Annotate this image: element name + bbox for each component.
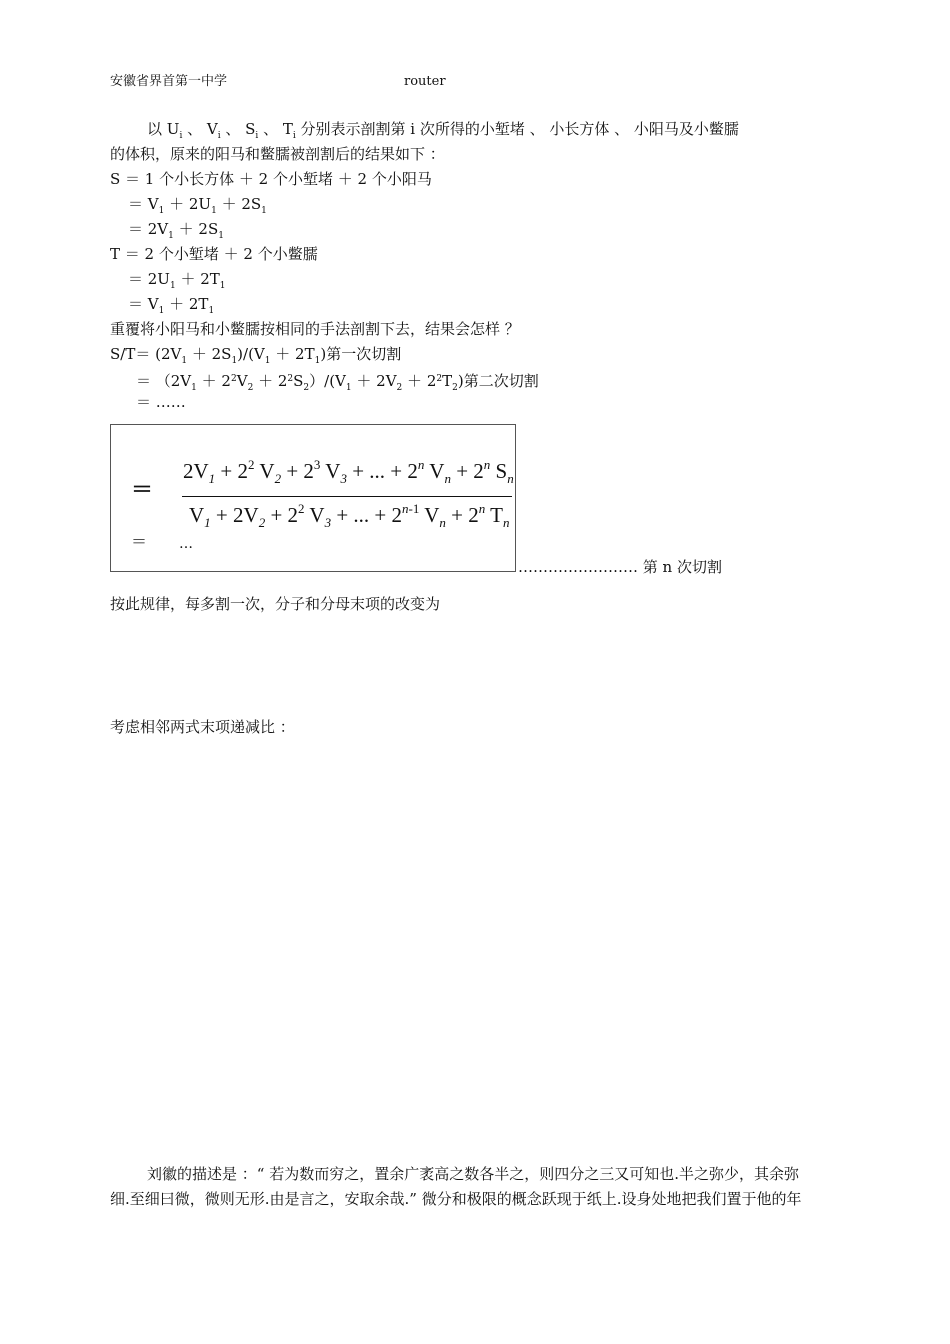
liuhui-line-2: 细.至细曰微，微则无形.由是言之，安取余哉.” 微分和极限的概念跃现于纸上.设身处地把我们置于他的年 bbox=[110, 1190, 802, 1208]
rule-text: 按此规律，每多割一次，分子和分母末项的改变为 bbox=[110, 595, 441, 613]
ratio-dots: ＝ …… bbox=[136, 393, 186, 411]
t-equation-3: ＝ $V_1 + 2T_1$ bbox=[128, 295, 215, 316]
second-cut-label: 第二次切割 bbox=[463, 372, 539, 390]
box-eq-sign-2: ＝ bbox=[131, 532, 148, 551]
ratio-first-cut: $S/T= (2V_1 + 2S_1)/(V_1 + 2T_1)$第一次切割 bbox=[110, 345, 402, 366]
t-equation-2: ＝ $2U_1 + 2T_1$ bbox=[128, 270, 226, 291]
nth-dots: …………………… bbox=[518, 558, 638, 576]
s-equation-3: ＝ $2V_1 + 2S_1$ bbox=[128, 220, 224, 241]
header-tag: router bbox=[404, 74, 446, 89]
fraction-bar bbox=[182, 496, 512, 497]
intro-prefix: 以 bbox=[147, 120, 163, 138]
intro-line-1: 以 $U_i$ 、 $V_i$ 、 $S_i$ 、 $T_i$ 分别表示剖割第 i 次所得的小堑堵 、 小长方体 、 小阳马及小鳖臑 bbox=[147, 120, 739, 141]
ratio-second-cut: ＝ $(2V_1 + 2^2V_2 + 2^2S_2)/(V_1 + 2V_2 + 2^2T_2)$第二次切割 bbox=[136, 372, 539, 393]
first-cut-label: 第一次切割 bbox=[326, 345, 402, 363]
header-school: 安徽省界首第一中学 bbox=[110, 74, 228, 89]
fraction-denominator: $V_1 + 2V_2 + 2^2$ $V_3$ + ... + $2^{n-1}$ $V_n + 2^n$ $T_n$ bbox=[189, 501, 510, 530]
box-eq-sign-1: ＝ bbox=[131, 478, 154, 503]
nth-label: 第 n 次切割 bbox=[642, 558, 722, 576]
intro-line-2: 的体积，原来的阳马和鳖臑被剖割后的结果如下 ： bbox=[110, 145, 445, 163]
liuhui-line-1: 刘徽的描述是 ：“ 若为数而穷之，置余广袤高之数各半之，则四分之三又可知也.半之弥少，其余弥 bbox=[147, 1165, 799, 1183]
fraction-numerator: $2V_1 + 2^2$ $V_2 + 2^3$ $V_3$ + ... + $2^n$ $V_n + 2^n$ $S_n$ bbox=[183, 457, 514, 486]
formula-box bbox=[110, 424, 516, 572]
ratio-text: 考虑相邻两式末项递减比 ： bbox=[110, 718, 295, 736]
intro-suffix: 分别表示剖割第 i 次所得的小堑堵 、 小长方体 、 小阳马及小鳖臑 bbox=[300, 120, 739, 138]
s-equation-head: S ＝ 1 个小长方体 ＋ 2 个小堑堵 ＋ 2 个小阳马 bbox=[110, 170, 432, 188]
nth-cut-line bbox=[518, 558, 722, 576]
box-ellipsis: … bbox=[179, 536, 196, 552]
s-equation-2: ＝ $V_1 + 2U_1 + 2S_1$ bbox=[128, 195, 267, 216]
question-line: 重覆将小阳马和小鳖臑按相同的手法剖割下去，结果会怎样 ？ bbox=[110, 320, 520, 338]
t-equation-head: T ＝ 2 个小堑堵 ＋ 2 个小鳖臑 bbox=[110, 245, 318, 263]
